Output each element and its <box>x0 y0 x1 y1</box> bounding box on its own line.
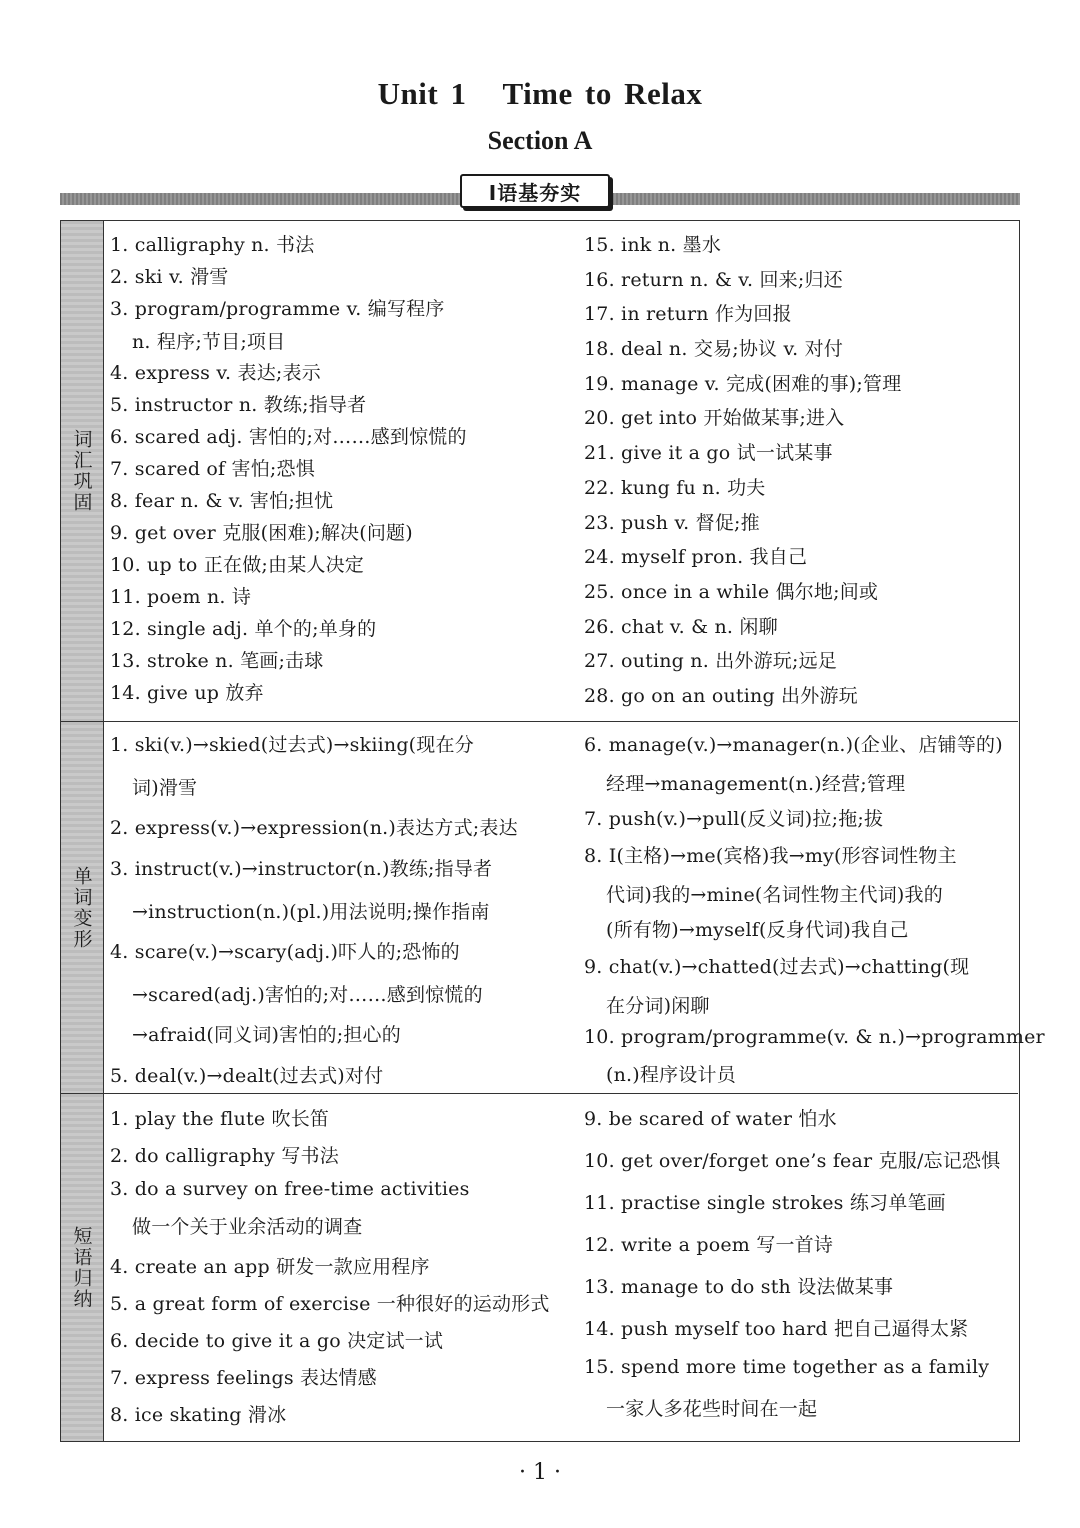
list-item: 8. ice skating 滑冰 <box>110 1404 287 1426</box>
list-item: 10. get over/forget one’s fear 克服/忘记恐惧 <box>584 1150 1001 1172</box>
list-item: 12. write a poem 写一首诗 <box>584 1234 834 1256</box>
list-item <box>110 1178 550 1252</box>
item-line: 4. scare(v.)→scary(adj.)吓人的;恐怖的 <box>110 941 460 963</box>
list-item: 1. calligraphy n. 书法 <box>110 234 315 256</box>
list-item: 2. express(v.)→expression(n.)表达方式;表达 <box>110 817 518 839</box>
section-label-box <box>61 722 104 1094</box>
list-item: 5. deal(v.)→dealt(过去式)对付 <box>110 1065 384 1087</box>
list-item: 11. practise single strokes 练习单笔画 <box>584 1192 946 1214</box>
section-label: 短语归纳 <box>70 1225 93 1310</box>
item-continuation: 词)滑雪 <box>132 777 198 799</box>
left-column <box>110 730 550 1102</box>
list-item: 9. be scared of water 怕水 <box>584 1108 837 1130</box>
list-item <box>110 730 550 813</box>
list-item: 4. create an app 研发一款应用程序 <box>110 1256 430 1278</box>
list-item: 13. stroke n. 笔画;击球 <box>110 650 324 672</box>
vocab-table <box>60 220 1045 1442</box>
list-item: 10. up to 正在做;由某人决定 <box>110 554 365 576</box>
item-line: 3. instruct(v.)→instructor(n.)教练;指导者 <box>110 858 493 880</box>
section-label-box <box>61 1094 104 1441</box>
list-item: 2. do calligraphy 写书法 <box>110 1145 339 1167</box>
list-item: 14. push myself too hard 把自己逼得太紧 <box>584 1318 969 1340</box>
list-item: 15. ink n. 墨水 <box>584 234 722 256</box>
item-line: 15. spend more time together as a family <box>584 1356 990 1378</box>
right-column <box>584 230 1018 716</box>
item-line: 1. ski(v.)→skied(过去式)→skiing(现在分 <box>110 734 474 756</box>
list-item: 18. deal n. 交易;协议 v. 对付 <box>584 338 844 361</box>
list-item: 2. ski v. 滑雪 <box>110 266 229 288</box>
list-item: 21. give it a go 试一试某事 <box>584 442 833 465</box>
list-item <box>584 841 1018 915</box>
list-item <box>584 952 1018 1026</box>
banner-box <box>460 174 610 208</box>
list-item <box>584 730 1018 804</box>
list-item: 13. manage to do sth 设法做某事 <box>584 1276 894 1298</box>
list-item: 24. myself pron. 我自己 <box>584 546 808 569</box>
list-item: 5. instructor n. 教练;指导者 <box>110 394 367 416</box>
item-continuation: →instruction(n.)(pl.)用法说明;操作指南 <box>132 901 490 923</box>
list-item: 16. return n. & v. 回来;归还 <box>584 268 843 291</box>
list-item: 23. push v. 督促;推 <box>584 511 760 534</box>
list-item: 14. give up 放弃 <box>110 682 264 704</box>
item-continuation: →scared(adj.)害怕的;对……感到惊慌的 <box>132 984 483 1006</box>
section-banner-bar <box>60 172 1020 212</box>
list-item: 25. once in a while 偶尔地;间或 <box>584 580 879 603</box>
list-item: 4. express v. 表达;表示 <box>110 362 321 384</box>
list-item: 7. express feelings 表达情感 <box>110 1367 377 1389</box>
item-line: 8. I(主格)→me(宾格)我→my(形容词性物主 <box>584 845 957 867</box>
list-item: 12. single adj. 单个的;单身的 <box>110 618 377 640</box>
item-continuation: 一家人多花些时间在一起 <box>606 1398 818 1420</box>
left-column <box>110 230 550 710</box>
list-item: 11. poem n. 诗 <box>110 586 252 608</box>
unit-title <box>0 76 1080 112</box>
list-item: 27. outing n. 出外游玩;远足 <box>584 650 838 673</box>
section-label-box <box>61 221 104 721</box>
list-item <box>584 1026 1045 1100</box>
item-continuation: n. 程序;节目;项目 <box>132 331 286 353</box>
list-item: 8. fear n. & v. 害怕;担忧 <box>110 490 334 512</box>
section-label: 单词变形 <box>70 866 93 950</box>
list-item: 6. scared adj. 害怕的;对……感到惊慌的 <box>110 426 467 448</box>
item-continuation: (n.)程序设计员 <box>606 1064 736 1086</box>
banner-label: Ⅰ语基夯实 <box>488 180 582 205</box>
list-item: 20. get into 开始做某事;进入 <box>584 407 845 430</box>
list-item: 26. chat v. & n. 闲聊 <box>584 615 778 638</box>
right-column <box>584 1104 1018 1440</box>
unit-label: Unit 1 <box>377 76 467 111</box>
list-item: 1. play the flute 吹长笛 <box>110 1108 330 1130</box>
item-continuation: →afraid(同义词)害怕的;担心的 <box>132 1024 401 1046</box>
list-item <box>110 937 550 1020</box>
list-item: 5. a great form of exercise 一种很好的运动形式 <box>110 1293 550 1315</box>
list-item <box>110 1020 550 1061</box>
item-continuation: 做一个关于业余活动的调查 <box>132 1216 363 1238</box>
list-item: 17. in return 作为回报 <box>584 303 792 326</box>
item-line: 9. chat(v.)→chatted(过去式)→chatting(现 <box>584 956 970 978</box>
item-line: 10. program/programme(v. & n.)→programmer <box>584 1026 1045 1048</box>
left-column <box>110 1104 550 1437</box>
item-continuation: 在分词)闲聊 <box>606 995 710 1017</box>
list-item: 19. manage v. 完成(困难的事);管理 <box>584 372 902 395</box>
item-continuation: 经理→management(n.)经营;管理 <box>606 773 906 795</box>
list-item: 6. decide to give it a go 决定试一试 <box>110 1330 444 1352</box>
section-label: 词汇巩固 <box>70 429 93 513</box>
page-number: · 1 · <box>519 1460 561 1485</box>
item-line: 3. do a survey on free-time activities <box>110 1178 470 1200</box>
list-item: 7. push(v.)→pull(反义词)拉;拖;拔 <box>584 808 884 830</box>
item-line: 6. manage(v.)→manager(n.)(企业、店铺等的) <box>584 734 1003 756</box>
list-item: 7. scared of 害怕;恐惧 <box>110 458 315 480</box>
right-column <box>584 730 1045 1100</box>
list-item <box>584 1356 1018 1440</box>
list-item: 9. get over 克服(困难);解决(问题) <box>110 522 413 544</box>
section-vocabulary <box>61 221 1018 721</box>
list-item <box>110 854 550 937</box>
section-title: Section A <box>487 126 593 155</box>
list-item <box>584 915 1018 952</box>
list-item: 22. kung fu n. 功夫 <box>584 476 766 499</box>
section-word-forms <box>61 721 1045 1094</box>
list-item <box>110 294 550 358</box>
item-continuation: (所有物)→myself(反身代词)我自己 <box>606 919 909 941</box>
item-continuation: 代词)我的→mine(名词性物主代词)我的 <box>606 884 943 906</box>
list-item: 28. go on an outing 出外游玩 <box>584 684 858 707</box>
item-line: 3. program/programme v. 编写程序 <box>110 298 445 320</box>
unit-name: Time to Relax <box>502 76 703 111</box>
section-phrases <box>61 1093 1018 1441</box>
